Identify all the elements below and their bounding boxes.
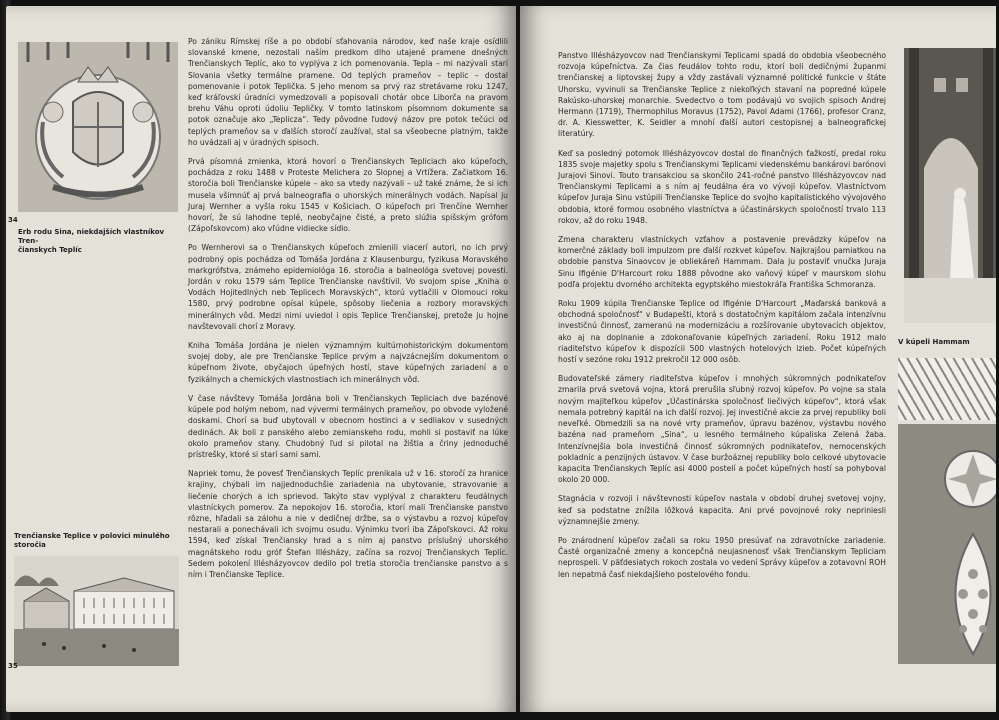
left-text-column [188, 36, 508, 676]
caption-town: Trenčianske Teplice v polovici minulého storočia [14, 532, 170, 549]
right-paragraph-1: Panstvo Illésházyovcov nad Trenčianskymi Teplicami spadá do obdobia všeobecného rozvoja kúpeľníctva. Za čias feudálov tohto rodu, ktorí boli dedičnými županmi trenčianskej a liptovskej župy a vždy zastávali významné politické funkcie v štáte Uhorsku, vyvinuli sa Trenčianske Teplice z niekoľkých stavaní na popredné kúpele Rakúsko-uhorskej monarchie. Svedectvo o tom podávajú vo svojich spisoch Andrej Hermann (1719), Thermophilus Moravus (1752), Pavol Adami (1766), profesor Cranz, dr. A. Kiesswetter, K. Seidler a mnohí ďalší autori cestopisnej a balneografickej literatúry. [558, 51, 886, 139]
right-paragraph-5: Budovateľské zámery riaditeľstva kúpeľov i mnohých súkromných podnikateľov zmarila prvá svetová vojna, ktorá prerušila sľubný rozvoj kúpeľov. Po vojne sa stala novým majiteľkou kúpeľov „Účastinárska spoločnosť liečivých kúpeľov“, ktorá však nemala potrebný kapitál na ich ďalší rozvoj. Jej investičné akcie za prvej republiky boli neveľké. Obmedzili sa na nové vrty prameňov, úpravu bazénov, výstavbu nového bazéna nad prameňom „Sina“, u lesného termálneho kúpaliska Zelená žaba. Intenzívnejšia bola investičná činnosť súkromných podnikateľov, nemocenských pokladníc a penzijných ústavov. V čase buržoáznej republiky bolo celkové ubytovacie kapacita Trenčianskych Teplíc asi 4000 postelí a počet kúpeľných hostí sa pohyboval okolo 20 000. [558, 374, 886, 485]
ornament-carving-illustration [898, 424, 996, 664]
left-paragraph-3: Po Wernherovi sa o Trenčianskych kúpeľoch zmienili viacerí autori, no ich prvý podrobný opis pochádza od Tomáša Jordána z Klausenburgu, fyzikusa Moravského markgrófstva, známeho epidemiológa 16. storočia a balneológa svetovej povesti. Jordán v roku 1579 sám Teplice Trenčianske navštívil. Vo svojom spise „Kniha o Vodách Hojitedlných neb Teplicech Moravských“, ktorú vytlačili v Olomouci roku 1580, prvý podrobne opísal kúpele, spôsoby liečenia a rozbory moravských minerálnych vôd. Medzi nimi uviedol i opis Teplice Trenčianskej, pretože ju hojne navštevovali chorí z Moravy. [188, 243, 508, 331]
left-paragraph-4: Kniha Tomáša Jordána je nielen významným kultúrnohistorickým dokumentom svojej doby, ale pre Trenčianske Teplice prvým a najvzácnejším dokumentom o kúpeľnom živote, obyčajoch úpeľných hostí, stave kúpeľných zariadení a o fyzikálnych a chemických vlastnostiach ich minerálnych vôd. [188, 341, 508, 384]
caption-hammam: V kúpeli Hammam [898, 338, 970, 346]
coat-of-arms-photo [18, 42, 178, 212]
page-number-bottom: 35 [8, 662, 18, 670]
left-page [6, 6, 516, 712]
ornament-carving-photo [898, 424, 996, 664]
right-paragraph-2: Keď sa posledný potomok Illésházyovcov dostal do finančných ťažkostí, predal roku 1835 svoje majetky spolu s Trenčianskymi Teplicami viedenskému bankárovi barónovi Jurajovi Sinovi. Touto transakciou sa skončilo 241-ročné panstvo Illésházyovcov nad Trenčianskymi Teplicami a s ním aj feudálna éra vo vývoji kúpeľov. Vlastníctvom kúpeľov Juraja Sinu vstúpili Trenčianske Teplice do svojho kapitalistického vývojového obdobia, ktoré formou osobného vlastníctva a účastinárskych spoločností trvalo 113 rokov, až do roku 1948. [558, 148, 886, 225]
coat-of-arms-illustration [18, 42, 178, 212]
hammam-interior-illustration [904, 48, 996, 323]
left-paragraph-2: Prvá písomná zmienka, ktorá hovorí o Trenčianskych Tepliciach ako kúpeľoch, pochádza z roku 1488 v Proteste Melichera zo Slopnej a Vrtížera. Začiatkom 16. storočia boli Trenčianske kúpele – ako sa vtedy nazývali – už také známe, že si ich musela všimnúť aj prvá balneografia o uhorských minerálnych vodách. Napísal ju Juraj Wernher a vyšla roku 1545 v Košiciach. O kúpeľoch pri Trenčíne Wernher hovorí, že sú lahodne teplé, neobyčajne čisté, a preto slúžia spišským grófom (Zápoľskovcom) ako vľúdne vidiecke sídlo. [188, 157, 508, 234]
hammam-interior-photo [904, 48, 996, 323]
right-paragraph-7: Po znárodnení kúpeľov začali sa roku 1950 presúvať na zdravotnícke zariadenie. Časté organizačné zmeny a koncepčná neujasnenosť však Trenčianskym Tepliciam neprospeli. V päťdesiatych rokoch zostala vo vedení Správy kúpeľov a zotavovní ROH len nepatrná časť niekdajšieho postelového fondu. [558, 535, 886, 579]
right-paragraph-6: Stagnácia v rozvoji i návštevnosti kúpeľov nastala v období druhej svetovej vojny, keď sa podstatne znížila lôžková kapacita. Ani prvé povojnové roky nepriniesli významnejšie zmeny. [558, 494, 886, 526]
right-paragraph-4: Roku 1909 kúpila Trenčianske Teplice od Ifigénie D'Harcourt „Maďarská banková a obchodná spoločnosť“ v Budapešti, ktorá s dostatočným kapitálom začala intenzívnu investičnú činnosť, zameranú na modernizáciu a rozšírovanie ubytovacích objektov, ako aj na doplnanie a zdokonaľovanie kúpeľných zariadení. Roku 1912 malo riaditeľstvo kúpeľov k dispozícii 500 vlastných hotelových izieb. Počet kúpeľných hostí v sezóne roku 1912 prekročil 12 000 osôb. [558, 299, 886, 365]
left-paragraph-5: V čase návštevy Tomáša Jordána boli v Trenčianskych Tepliciach dve bazénové kúpele pod holým nebom, nad vývermi termálnych prameňov, po obvode vyložené doskami. Chorí sa buď ubytovali v obecnom hostinci a v sedliakov v susedných dedinách. Ak boli z panského alebo zemianskeho rodu, mohli si postaviť na lúke okolo prameňov stany. Chudobný ľud si pilotal na žištia a čriny jednoduché prístrešky, ktoré si starí sami sami. [188, 393, 508, 459]
ornament-lattice-photo [898, 358, 996, 420]
right-paragraph-3: Zmena charakteru vlastníckych vzťahov a postavenie prevádzky kúpeľov na komerčné základy boli impulzom pre ďalší rozkvet kúpeľov. Najkrajšou pamiatkou na obdobie panstva Sinaovcov je obliekáreň Hammam. Dala ju postaviť vnučka Juraja Sinu Ifigénie D'Harcourt roku 1888 pôvodne ako vaňový kúpeľ v maurskom slohu podľa projektu dvorného architekta egyptského miestokráľa Františka Schmoranza. [558, 235, 886, 289]
town-engraving-illustration [14, 556, 179, 666]
right-text-column [558, 50, 886, 680]
left-paragraph-1: Po zániku Rímskej ríše a po období sťahovania národov, keď naše kraje osídlili slovanské kmene, nezostali naším predkom dlho utajené pramene dnešných Trenčianskych Teplíc, ako to vyplýva z ich pomenovania. Tepla – mi nazývali starí Slovania všetky termálne pramene. Od teplých prameňov – teplic – dostal pomenovanie i potok Teplička. S jeho menom sa prvý raz stretávame roku 1247, keď kráľovskí úradníci vymedzovali a popisovali chotár obce Liborča na pravom brehu Váhu oproti údoliu Tepličky. V tomto latinskom písomnom dokumente sa potok označuje ako „Teplicza“. Tedy pôvodne ľudový názov pre potok tečúci od teplých prameňov sa v ďalších storočí zaužíval, stal sa všeobecne platným, takže ho uvádzali aj v úradných spisoch. [188, 37, 508, 147]
page-number-top: 34 [8, 216, 18, 224]
right-page [520, 6, 996, 712]
left-paragraph-6: Napriek tomu, že povesť Trenčianskych Teplíc prenikala už v 16. storočí za hranice krajiny, chýbali im najjednoduchšie zariadenia na ubytovanie, stravovanie a liečenie chorých a ich sprievod. Takýto stav vyplýval z charakteru feudálnych vlastníckych pomerov. Za nepokojov 16. storočia, ktorí mali Trenčianske panstvo rôzne, hľadali sa zálohu a nie v dedičnej držbe, sa o výstavbu a rozvoj kúpeľov nestarali a ponechávali ich svojmu osudu. Výnimku tvorí iba Zápoľskovci. Až roku 1594, keď získal Trenčiansky hrad a s ním aj panstvo príslušný uhorského magnátskeho rodu gróf Štefan Illésházy, začína sa rozvoj Trenčianskych Teplíc. Sedem pokolení Illésházyovcov dedilo pol tretia storočia trenčianske panstvo a s ním i Trenčianske Teplice. [188, 469, 508, 579]
town-engraving-photo [14, 556, 179, 666]
caption-coat-of-arms: Erb rodu Sina, niekdajších vlastníkov Tren- čianskych Teplíc [18, 228, 165, 254]
